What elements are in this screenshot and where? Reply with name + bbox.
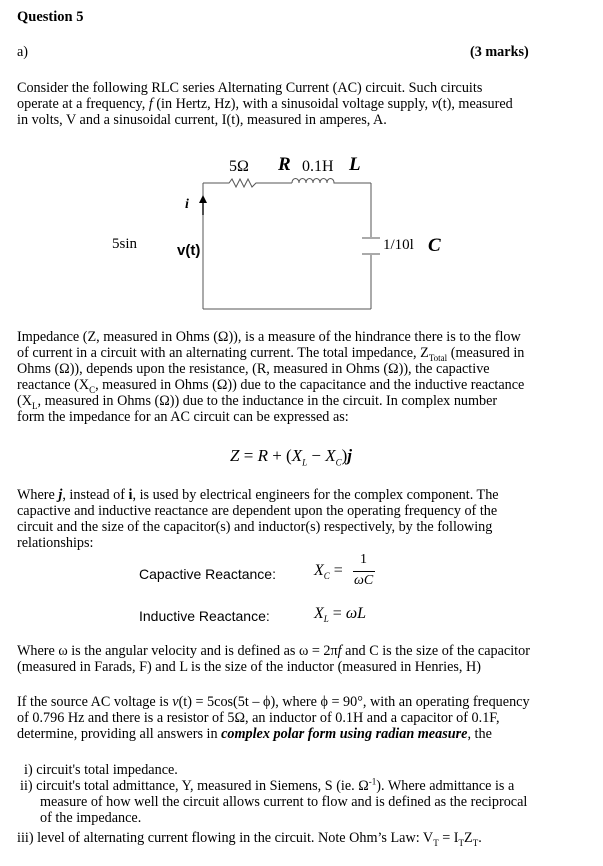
resistor-value: 5Ω xyxy=(229,158,249,175)
resistor-symbol xyxy=(226,179,262,187)
question-title: Question 5 xyxy=(17,9,84,25)
capacitive-reactance-label: Capactive Reactance: xyxy=(139,566,276,582)
capacitive-reactance-formula: $X_C$ = xyxy=(314,562,343,582)
inductor-value: 0.1H xyxy=(302,158,334,175)
capacitive-denominator: ωC xyxy=(354,573,374,588)
where-omega-paragraph: Where ω is the angular velocity and is defined as ω = 2πf and C is the size of the capacitor (measured in Farads, F) and L is the size of the inductor (measured in Henries, H) xyxy=(17,643,530,675)
where-j-paragraph: Where j, instead of i, is used by electrical engineers for the complex component. The capactive and inductive reactance are dependent upon the operating frequency of the circuit and the size of the capacitor(s) and inductor(s) respectively, by the following relationships: xyxy=(17,487,499,551)
item-iii: iii) level of alternating current flowing in the circuit. Note Ohm’s Law: $V_T = I_TZ_T$. xyxy=(17,830,482,848)
resistor-label: R xyxy=(278,154,291,175)
current-arrow-icon xyxy=(199,195,207,203)
item-ii-line2: measure of how well the circuit allows current to flow and is defined as the reciprocal xyxy=(40,794,528,810)
current-label: i xyxy=(185,197,189,212)
fraction-bar xyxy=(353,571,375,572)
impedance-equation: $Z = R + (X_L - X_C)j$ xyxy=(230,446,353,468)
capacitor-label: C xyxy=(428,235,441,256)
inductor-symbol xyxy=(292,179,340,184)
source-prefix: 5sin xyxy=(112,236,138,252)
item-i: i) circuit's total impedance. xyxy=(24,762,178,778)
intro-paragraph: Consider the following RLC series Alternating Current (AC) circuit. Such circuits operate at a frequency, f (in Hertz, Hz), with a sinusoidal voltage supply, v(t), measured in volts, V and a sinusoidal current, I(t), measured in amperes, A. xyxy=(17,80,513,128)
capacitor-value: 1/10l xyxy=(383,237,414,253)
inductor-label: L xyxy=(349,154,361,175)
inductive-reactance-formula: $X_L = \omega L$ xyxy=(314,605,367,625)
item-ii: ii) circuit's total admittance, Y, measured in Siemens, S (ie. $\Omega^{-1}$). Where admittance is a xyxy=(20,776,515,794)
capacitive-numerator: 1 xyxy=(360,552,367,567)
item-ii-line3: of the impedance. xyxy=(40,810,142,826)
source-paragraph: If the source AC voltage is v(t) = 5cos(5t – ϕ), where ϕ = 90°, with an operating frequency of 0.796 Hz and there is a resistor of 5Ω, an inductor of 0.1H and a capacitor of 0.1F, determine, providing all answers in complex polar form using radian measure, the xyxy=(17,694,530,742)
inductive-reactance-label: Inductive Reactance: xyxy=(139,608,270,624)
source-label: v(t) xyxy=(177,242,201,259)
part-label: a) xyxy=(17,44,29,60)
impedance-paragraph: Impedance (Z, measured in Ohms (Ω)), is a measure of the hindrance there is to the flow of current in a circuit with an alternating current. The total impedance, $Z_{Total}$ (measured in Ohms (Ω)), depends upon the resistance, (R, measured in Ohms (Ω)), the capactive reactance ($X_C$, measured in Ohms (Ω)) due to the capacitance and the inductive reactance ($X_L$, measured in Ohms (Ω)) due to the inductance in the circuit. In complex number form the impedance for an AC circuit can be expressed as: xyxy=(17,329,525,425)
marks-label: (3 marks) xyxy=(470,44,529,60)
